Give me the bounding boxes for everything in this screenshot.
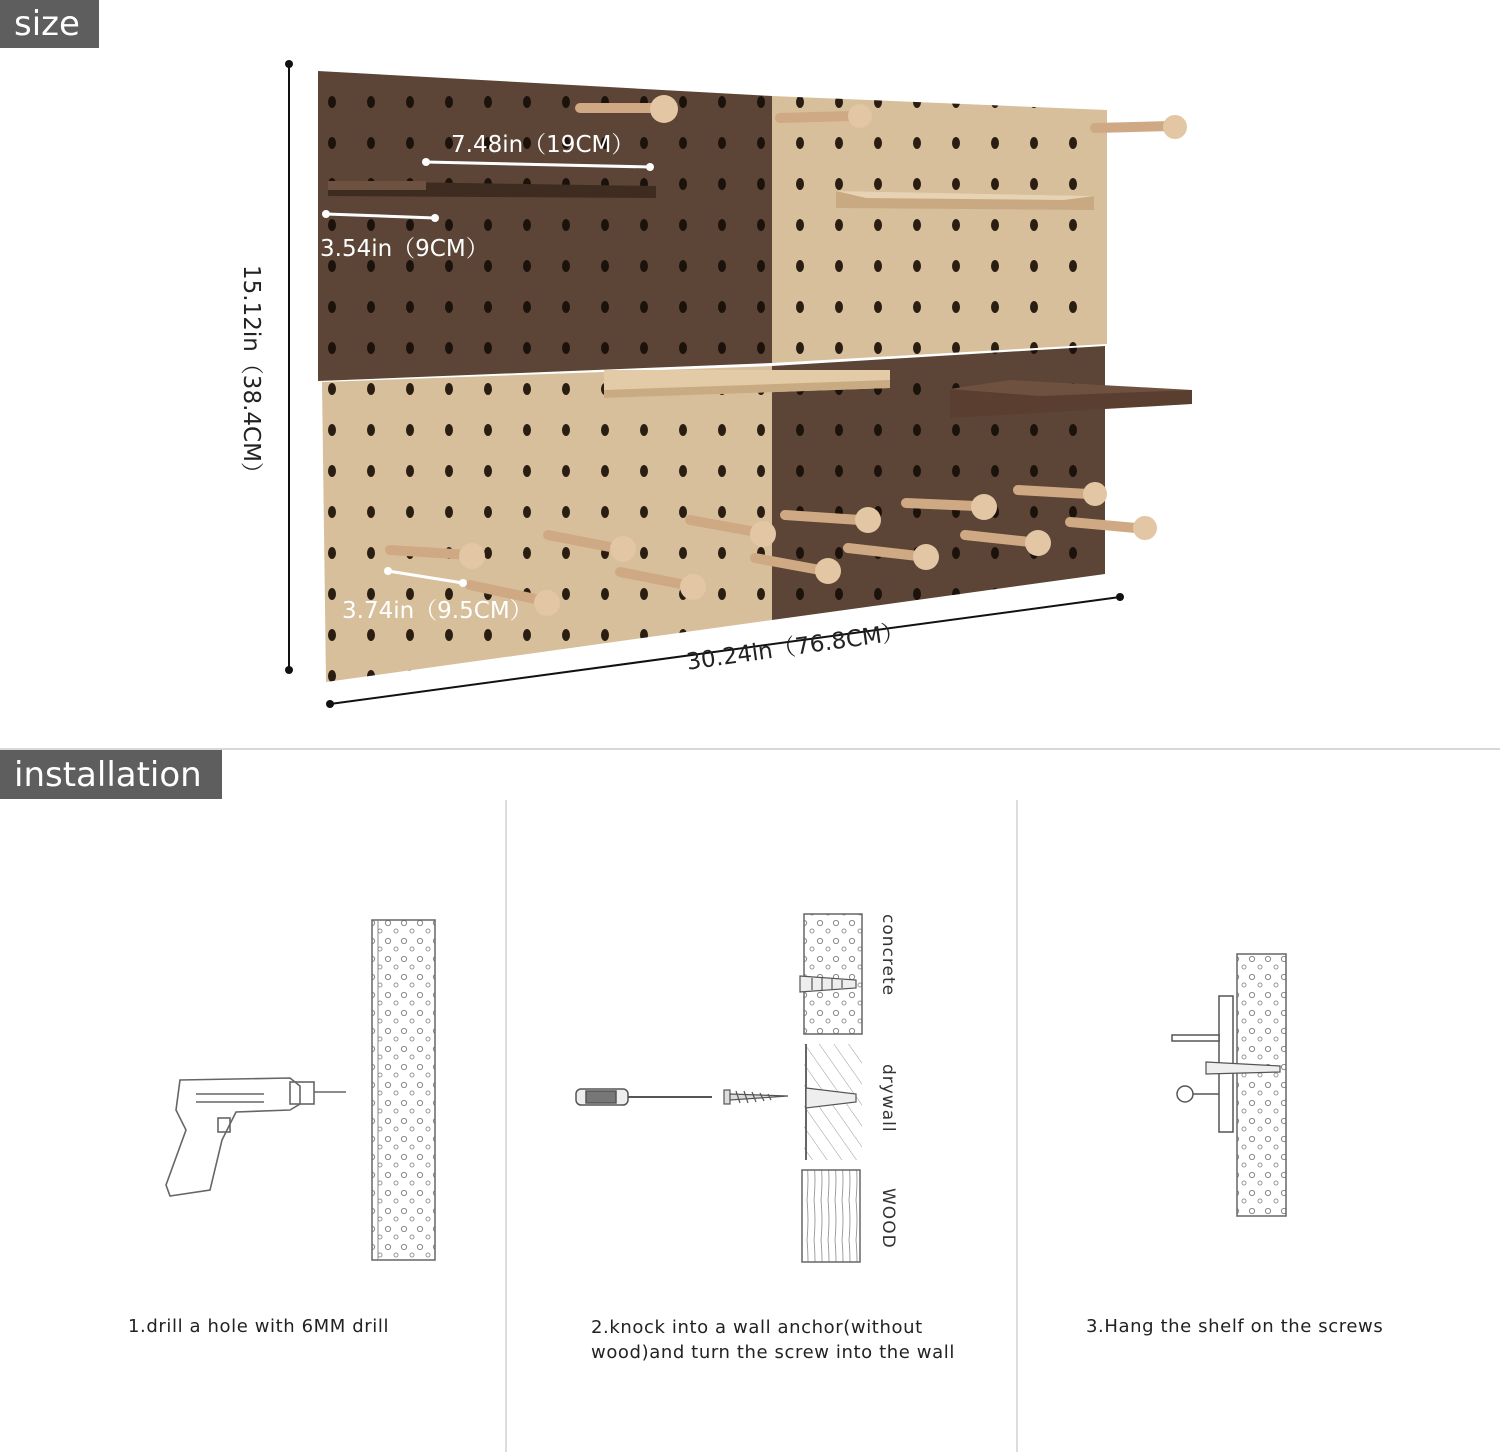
wall-wood xyxy=(802,1170,860,1262)
installation-section-tag xyxy=(0,750,222,799)
panel-top-right xyxy=(772,96,1107,363)
step-2-caption: 2.knock into a wall anchor(without wood)and turn the screw into the wall xyxy=(591,1317,955,1363)
peg-length-label: 3.74in（9.5CM） xyxy=(342,598,533,624)
drill-icon xyxy=(166,1078,346,1196)
wall-drywall xyxy=(804,1044,862,1160)
shelf-length-label: 7.48in（19CM） xyxy=(451,132,635,158)
section-divider xyxy=(0,748,1500,750)
screwdriver-icon xyxy=(576,1089,712,1105)
concrete-label: concrete xyxy=(878,914,898,997)
drywall-label: drywall xyxy=(878,1064,898,1133)
column-divider-2 xyxy=(1016,800,1018,1452)
screw-icon xyxy=(724,1090,788,1104)
total-height-label: 15.12in（38.4CM） xyxy=(238,265,264,485)
wood-label: WOOD xyxy=(878,1188,898,1249)
step-1-caption: 1.drill a hole with 6MM drill xyxy=(128,1316,390,1337)
installation-label: installation xyxy=(14,754,202,795)
step-3-caption: 3.Hang the shelf on the screws xyxy=(1086,1316,1384,1337)
panel-top-left xyxy=(318,71,772,381)
column-divider-1 xyxy=(505,800,507,1452)
size-label: size xyxy=(14,4,80,44)
wall-step3 xyxy=(1206,954,1286,1216)
wall-concrete xyxy=(804,914,862,1034)
wall-step1 xyxy=(372,920,435,1260)
shelf-depth-label: 3.54in（9CM） xyxy=(320,236,489,262)
total-width-label: 30.24in（76.8CM） xyxy=(684,619,907,676)
